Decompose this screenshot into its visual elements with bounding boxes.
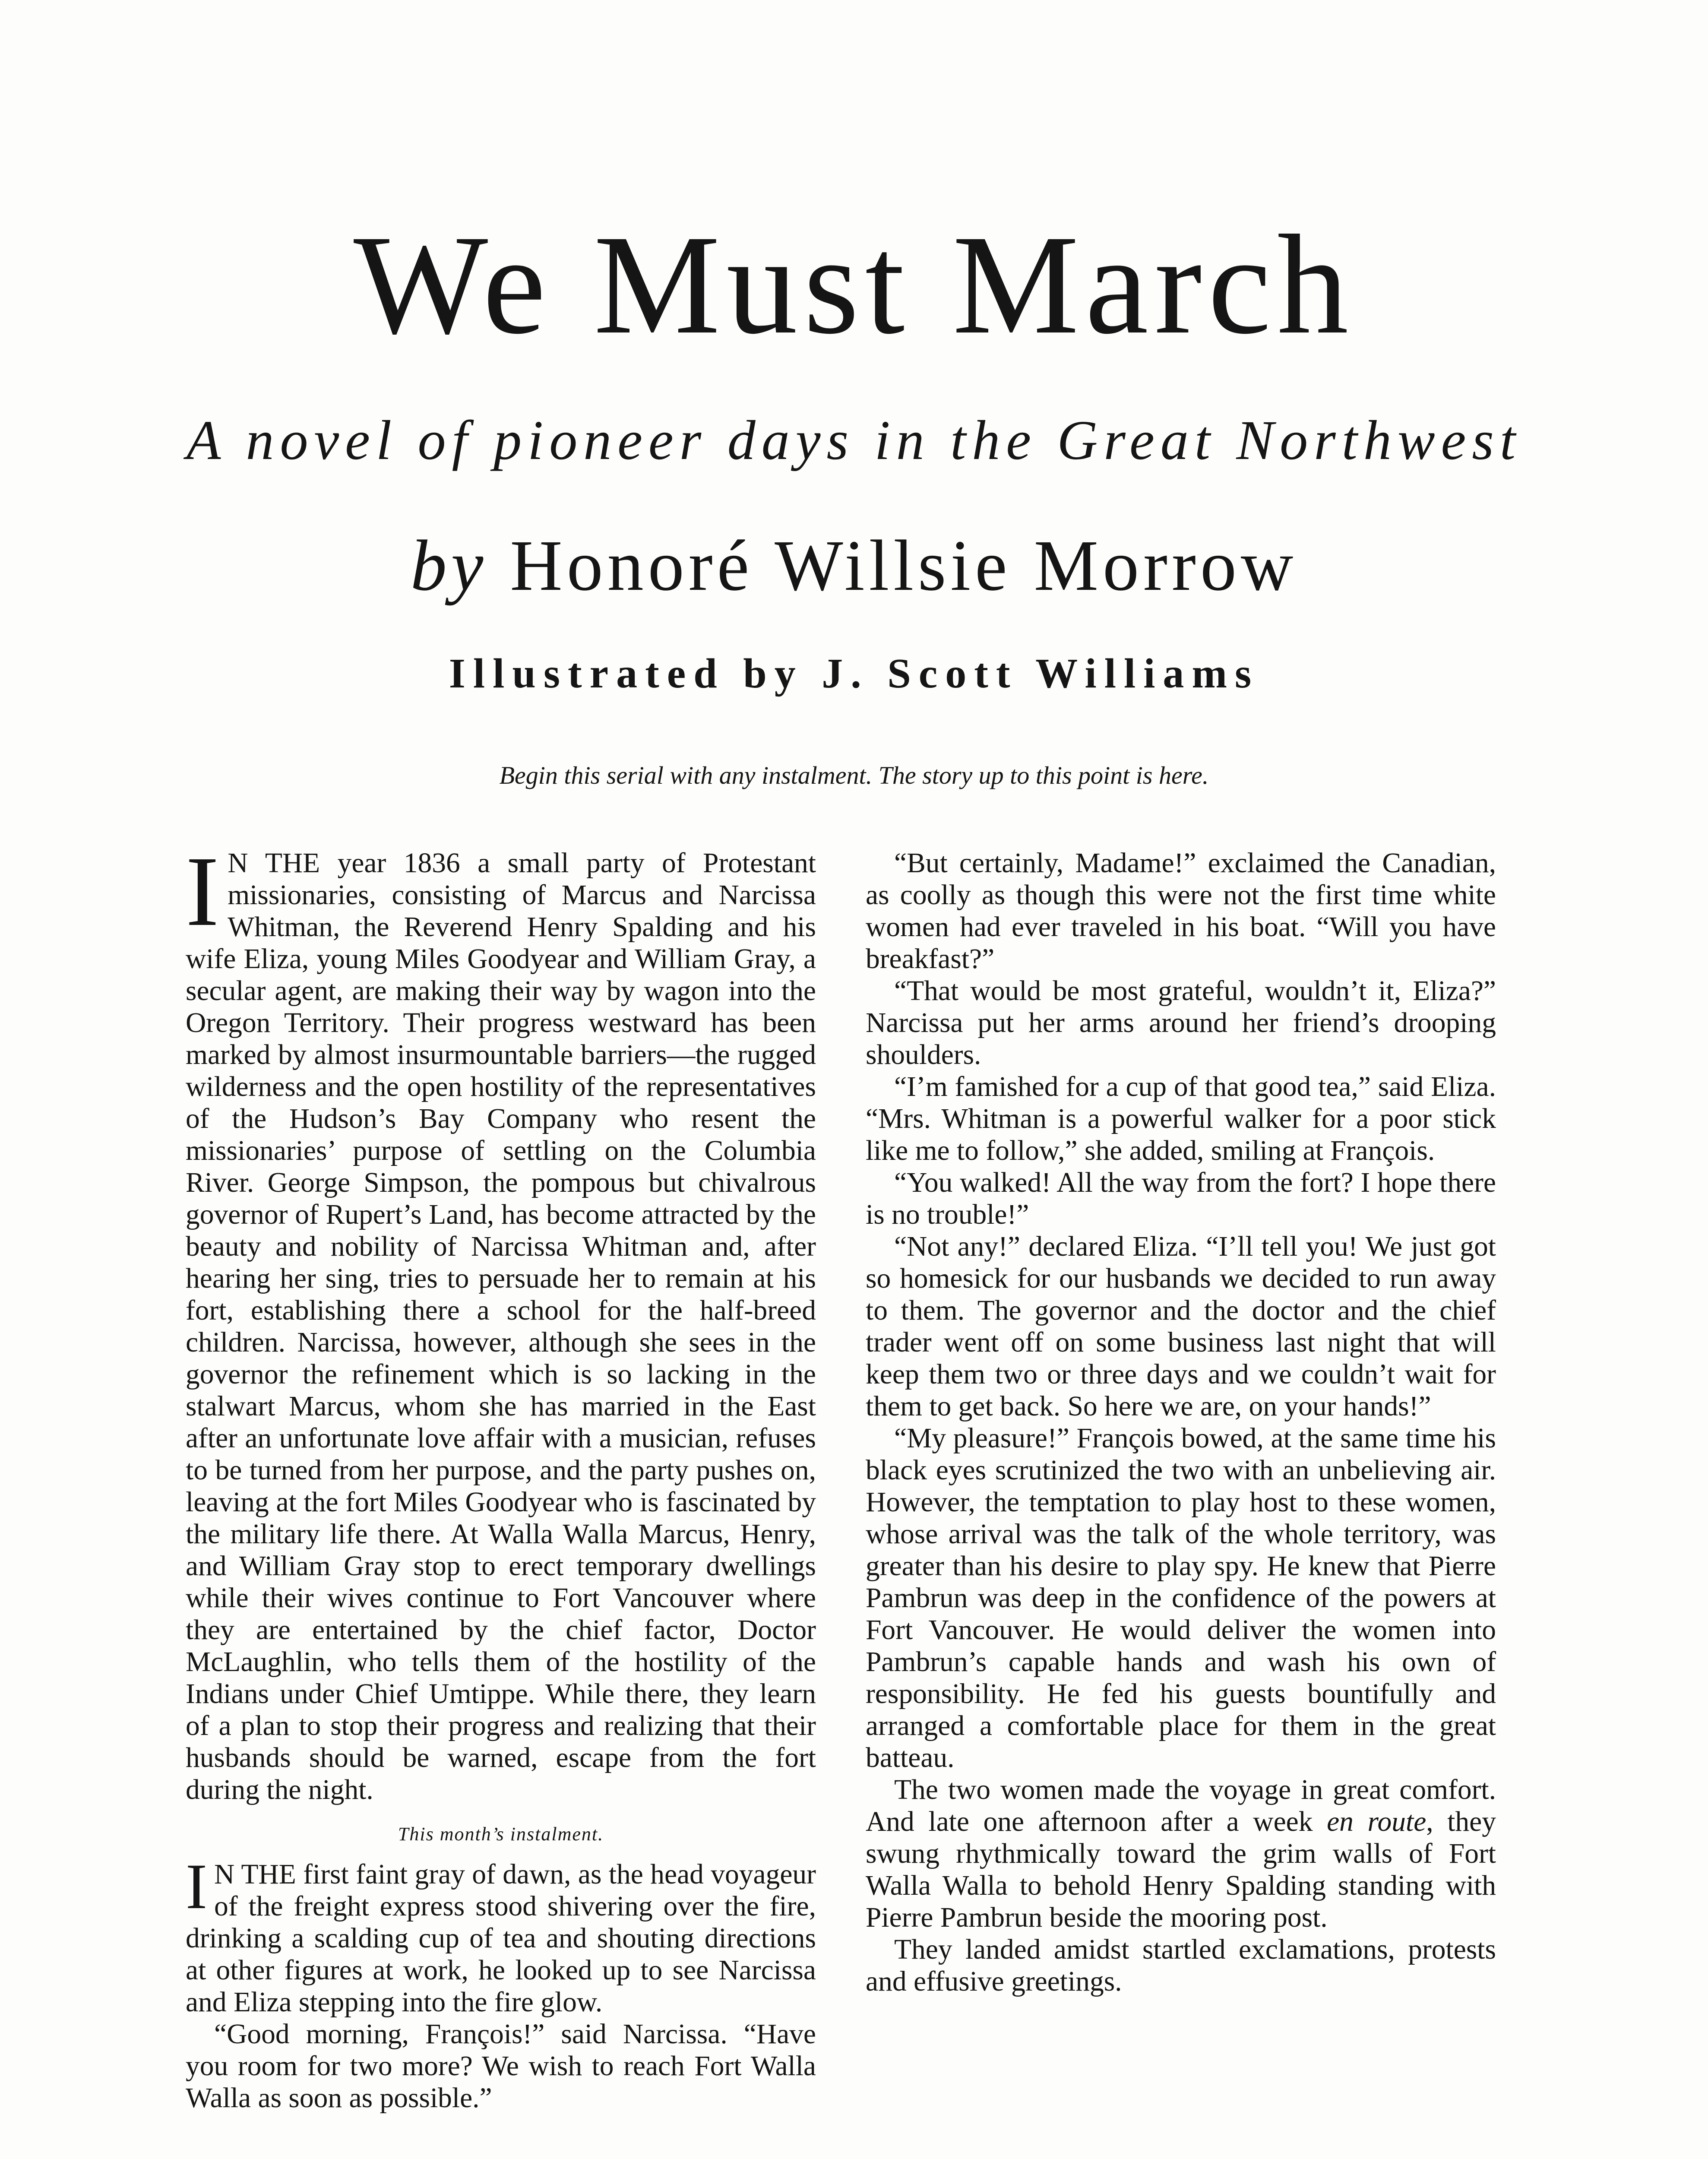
synopsis-lead-in: N THE	[228, 848, 320, 879]
left-column	[186, 836, 816, 2114]
story-paragraph-8: “My pleasure!” François bowed, at the same time his black eyes scrutinized the two with an unbelieving air. However, the temptation to play host to these women, whose arrival was the talk of the whole territory, was greater than his desire to play spy. He knew that Pierre Pambrun was deep in the confidence of the powers at Fort Vancouver. He would deliver the women into Pambrun’s capable hands and wash his own of responsibility. He fed his guests bountifully and arranged a comfortable place for them in the great batteau.	[866, 1423, 1496, 1773]
story-paragraph-5: “I’m famished for a cup of that good tea,” said Eliza. “Mrs. Whitman is a powerful walker for a poor stick like me to follow,” she added, smiling at François.	[866, 1071, 1496, 1166]
right-column	[866, 847, 1496, 1998]
story-paragraph-1-text: first faint gray of dawn, as the head voyageur of the freight express stood shivering over the fire, drinking a scalding cup of tea and shouting directions at other figures at work, he looked up to see Narcissa and Eliza stepping into the fire glow.	[186, 1859, 816, 2018]
instalment-label: This month’s instalment.	[398, 1823, 604, 1845]
story-paragraph-9-part-b: , they swung rhythmically toward the grim walls of Fort Walla Walla to behold Henry Spalding standing with Pierre Pambrun beside the mooring post.	[866, 1806, 1496, 1933]
synopsis-drop-cap: I	[186, 836, 219, 947]
author-byline	[0, 522, 1708, 609]
story-title: We Must March	[353, 206, 1355, 364]
illustrator-credit: Illustrated by J. Scott Williams	[449, 650, 1259, 697]
synopsis-paragraph	[186, 836, 816, 1806]
serial-begin-note: Begin this serial with any instalment. The story up to this point is here.	[499, 761, 1209, 789]
story-paragraph-9-part-a: The two women made the voyage in great comfort. And late one afternoon after a week	[866, 1774, 1496, 1837]
story-paragraph-1	[186, 1851, 816, 2018]
story-paragraph-4: “That would be most grateful, wouldn’t it, Eliza?” Narcissa put her arms around her friend’s drooping shoulders.	[866, 975, 1496, 1070]
byline-by: by	[410, 526, 488, 606]
story-paragraph-3: “But certainly, Madame!” exclaimed the Canadian, as coolly as though this were not the first time white women had ever traveled in his boat. “Will you have breakfast?”	[866, 848, 1496, 975]
story-lead-in: N THE	[214, 1859, 296, 1890]
synopsis-text: year 1836 a small party of Protestant missionaries, consisting of Marcus and Narcissa Whitman, the Reverend Henry Spalding and his wife Eliza, young Miles Goodyear and William Gray, a secular agent, are making their way by wagon into the Oregon Territory. Their progress westward has been marked by almost insurmountable barriers—the rugged wilderness and the open hostility of the representatives of the Hudson’s Bay Company who resent the missionaries’ purpose of settling on the Columbia River. George Simpson, the pompous but chivalrous governor of Rupert’s Land, has become attracted by the beauty and nobility of Narcissa Whitman and, after hearing her sing, tries to persuade her to remain at his fort, establishing there a school for the half-breed children. Narcissa, however, although she sees in the governor the refinement which is so lacking in the stalwart Marcus, whom she has married in the East after an unfortunate love affair with a musician, refuses to be turned from her purpose, and the party pushes on, leaving at the fort Miles Goodyear who is fascinated by the military life there. At Walla Walla Marcus, Henry, and William Gray stop to erect temporary dwellings while their wives continue to Fort Vancouver where they are entertained by the chief factor, Doctor McLaughlin, who tells them of the hostility of the Indians under Chief Umtippe. While there, they learn of a plan to stop their progress and realizing that their husbands should be warned, escape from the fort during the night.	[186, 848, 816, 1805]
story-drop-cap: I	[186, 1851, 207, 1922]
story-paragraph-7: “Not any!” declared Eliza. “I’ll tell you! We just got so homesick for our husbands we decided to run away to them. The governor and the doctor and the chief trader went off on some business last night that will keep them two or three days and we couldn’t wait for them to get back. So here we are, on your hands!”	[866, 1231, 1496, 1422]
story-paragraph-9	[866, 1774, 1496, 1934]
story-paragraph-2: “Good morning, François!” said Narcissa. “Have you room for two more? We wish to reach Fort Walla Walla as soon as possible.”	[186, 2019, 816, 2114]
author-name: Honoré Willsie Morrow	[510, 526, 1298, 606]
story-subtitle: A novel of pioneer days in the Great Northwest	[186, 409, 1522, 472]
story-paragraph-9-italic: en route	[1327, 1806, 1426, 1837]
story-paragraph-10: They landed amidst startled exclamations, protests and effusive greetings.	[866, 1934, 1496, 1997]
story-paragraph-6: “You walked! All the way from the fort? I hope there is no trouble!”	[866, 1167, 1496, 1230]
